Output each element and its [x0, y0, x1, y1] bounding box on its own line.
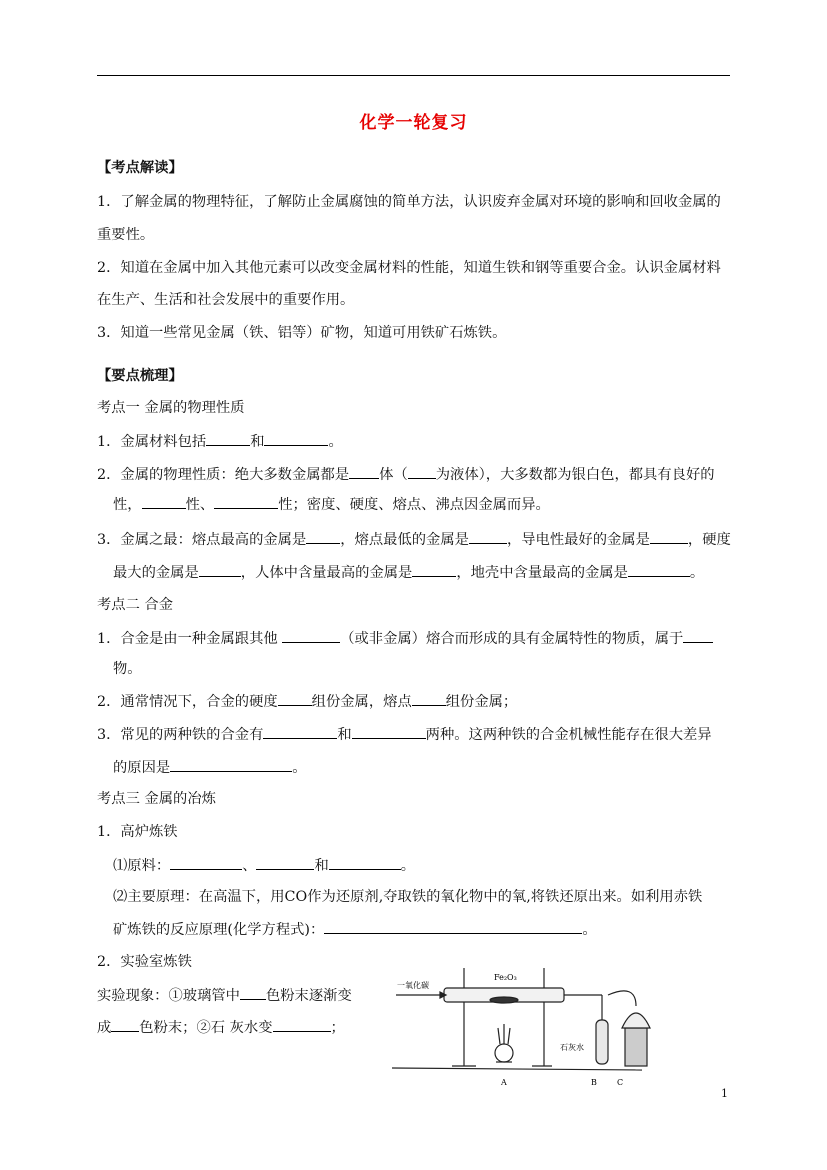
answer-blank[interactable]	[240, 985, 266, 1000]
label-a: A	[501, 1078, 507, 1087]
question-line: 的原因是 。	[113, 757, 306, 778]
answer-blank[interactable]	[282, 628, 340, 643]
answer-blank[interactable]	[324, 919, 582, 934]
co-label: 一氧化碳	[397, 981, 429, 990]
answer-blank[interactable]	[408, 464, 436, 479]
answer-blank[interactable]	[329, 855, 401, 870]
answer-blank[interactable]	[214, 494, 278, 509]
question-line: 1．金属材料包括 和 。	[97, 431, 343, 452]
answer-blank[interactable]	[278, 691, 312, 706]
answer-blank[interactable]	[199, 562, 241, 577]
iron-smelting-apparatus-diagram	[392, 958, 722, 1088]
label-c: C	[617, 1078, 624, 1087]
subtopic-title: 2．实验室炼铁	[97, 954, 192, 970]
page-number: 1	[721, 1087, 728, 1100]
limewater-label: 石灰水	[560, 1043, 584, 1052]
fe2o3-label: Fe₂O₃	[494, 973, 517, 982]
answer-blank[interactable]	[306, 529, 340, 544]
answer-blank[interactable]	[206, 431, 250, 446]
answer-blank[interactable]	[650, 529, 688, 544]
section-heading-keypoints: 【要点梳理】	[97, 368, 183, 384]
paragraph-line: 在生产、生活和社会发展中的重要作用。	[97, 292, 355, 308]
paragraph-line: 重要性。	[97, 227, 155, 243]
answer-blank[interactable]	[273, 1017, 331, 1032]
page-title: 化学一轮复习	[359, 113, 468, 133]
answer-blank[interactable]	[412, 562, 456, 577]
subtopic-title: 1．高炉炼铁	[97, 824, 178, 840]
answer-blank[interactable]	[683, 628, 713, 643]
question-line: 性， 性、 性；密度、硬度、熔点、沸点因金属而异。	[113, 494, 550, 515]
answer-blank[interactable]	[142, 494, 186, 509]
question-line: 物。	[113, 661, 142, 677]
question-line: 实验现象：①玻璃管中 色粉末逐渐变	[97, 985, 352, 1006]
question-line: 最大的金属是 ，人体中含量最高的金属是 ，地壳中含量最高的金属是 。	[113, 562, 704, 583]
question-line: ⑴原料： 、 和 。	[113, 855, 415, 876]
question-line: 3．常见的两种铁的合金有 和 两种。这两种铁的合金机械性能存在很大差异	[97, 724, 712, 745]
answer-blank[interactable]	[256, 855, 314, 870]
answer-blank[interactable]	[263, 724, 337, 739]
question-line: 2．通常情况下，合金的硬度 组份金属，熔点 组份金属；	[97, 691, 517, 712]
paragraph-line: 1．了解金属的物理特征，了解防止金属腐蚀的简单方法，认识废弃金属对环境的影响和回收金属的	[97, 194, 721, 210]
question-line: ⑵主要原理：在高温下，用CO作为还原剂,夺取铁的氧化物中的氧,将铁还原出来。如利用赤铁	[113, 889, 703, 905]
answer-blank[interactable]	[170, 757, 292, 772]
answer-blank[interactable]	[111, 1017, 139, 1032]
topic-title: 考点二 合金	[97, 597, 174, 613]
question-line: 成 色粉末；②石 灰水变 ；	[97, 1017, 345, 1038]
header-rule	[97, 75, 730, 76]
answer-blank[interactable]	[170, 855, 242, 870]
answer-blank[interactable]	[264, 431, 328, 446]
question-line: 1．合金是由一种金属跟其他 （或非金属）熔合而形成的具有金属特性的物质，属于	[97, 628, 713, 649]
section-heading-interpretation: 【考点解读】	[97, 160, 183, 176]
answer-blank[interactable]	[412, 691, 446, 706]
paragraph-line: 3．知道一些常见金属（铁、铝等）矿物，知道可用铁矿石炼铁。	[97, 325, 507, 341]
question-line: 3．金属之最：熔点最高的金属是 ，熔点最低的金属是 ，导电性最好的金属是 ，硬度	[97, 529, 731, 550]
topic-title: 考点一 金属的物理性质	[97, 400, 245, 416]
answer-blank[interactable]	[352, 724, 426, 739]
question-line: 矿炼铁的反应原理(化学方程式)： 。	[113, 919, 597, 940]
question-line: 2．金属的物理性质：绝大多数金属都是 体（ 为液体），大多数都为银白色，都具有良好的	[97, 464, 715, 485]
topic-title: 考点三 金属的冶炼	[97, 791, 216, 807]
answer-blank[interactable]	[628, 562, 690, 577]
label-b: B	[591, 1078, 597, 1087]
paragraph-line: 2．知道在金属中加入其他元素可以改变金属材料的性能，知道生铁和钢等重要合金。认识金属材料	[97, 260, 721, 276]
answer-blank[interactable]	[349, 464, 379, 479]
answer-blank[interactable]	[469, 529, 507, 544]
